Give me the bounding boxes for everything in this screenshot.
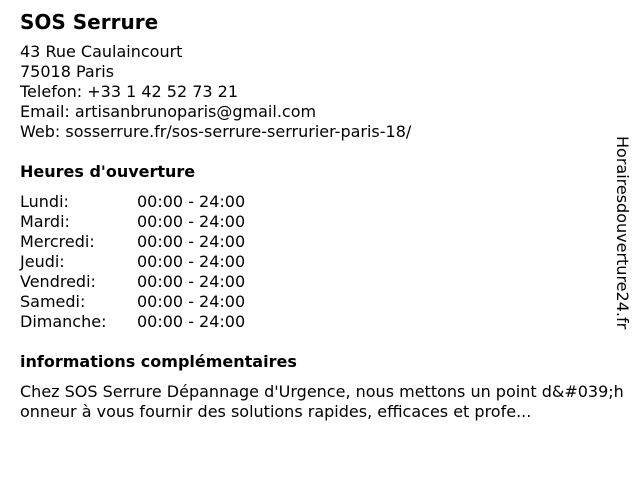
hours-day: Jeudi:	[20, 252, 65, 271]
hours-time: 00:00 - 24:00	[137, 272, 246, 291]
hours-time: 00:00 - 24:00	[137, 312, 246, 331]
site-brand-label: Horairesdouverture24.fr	[613, 136, 632, 330]
additional-info-text: Chez SOS Serrure Dépannage d'Urgence, nous mettons un point d&#039;honneur à vous fournir des solutions rapides, efficaces et profe...	[20, 382, 624, 421]
phone-line: Telefon: +33 1 42 52 73 21	[20, 82, 239, 101]
hours-row	[20, 212, 610, 232]
hours-row	[20, 252, 610, 272]
opening-hours-title: Heures d'ouverture	[20, 162, 196, 181]
email-line: Email: artisanbrunoparis@gmail.com	[20, 102, 317, 121]
address-street: 43 Rue Caulaincourt	[20, 42, 183, 61]
hours-row	[20, 292, 610, 312]
hours-day: Mardi:	[20, 212, 70, 231]
business-name: SOS Serrure	[20, 10, 159, 34]
hours-day: Vendredi:	[20, 272, 96, 291]
hours-day: Dimanche:	[20, 312, 107, 331]
hours-day: Mercredi:	[20, 232, 95, 251]
web-line: Web: sosserrure.fr/sos-serrure-serrurier-paris-18/	[20, 122, 412, 141]
hours-day: Lundi:	[20, 192, 69, 211]
opening-hours-table	[20, 192, 610, 332]
hours-row	[20, 192, 610, 212]
hours-row	[20, 312, 610, 332]
hours-row	[20, 272, 610, 292]
hours-row	[20, 232, 610, 252]
hours-day: Samedi:	[20, 292, 86, 311]
hours-time: 00:00 - 24:00	[137, 212, 246, 231]
address-city: 75018 Paris	[20, 62, 115, 81]
hours-time: 00:00 - 24:00	[137, 232, 246, 251]
hours-time: 00:00 - 24:00	[137, 252, 246, 271]
additional-info-title: informations complémentaires	[20, 352, 297, 371]
hours-time: 00:00 - 24:00	[137, 292, 246, 311]
hours-time: 00:00 - 24:00	[137, 192, 246, 211]
